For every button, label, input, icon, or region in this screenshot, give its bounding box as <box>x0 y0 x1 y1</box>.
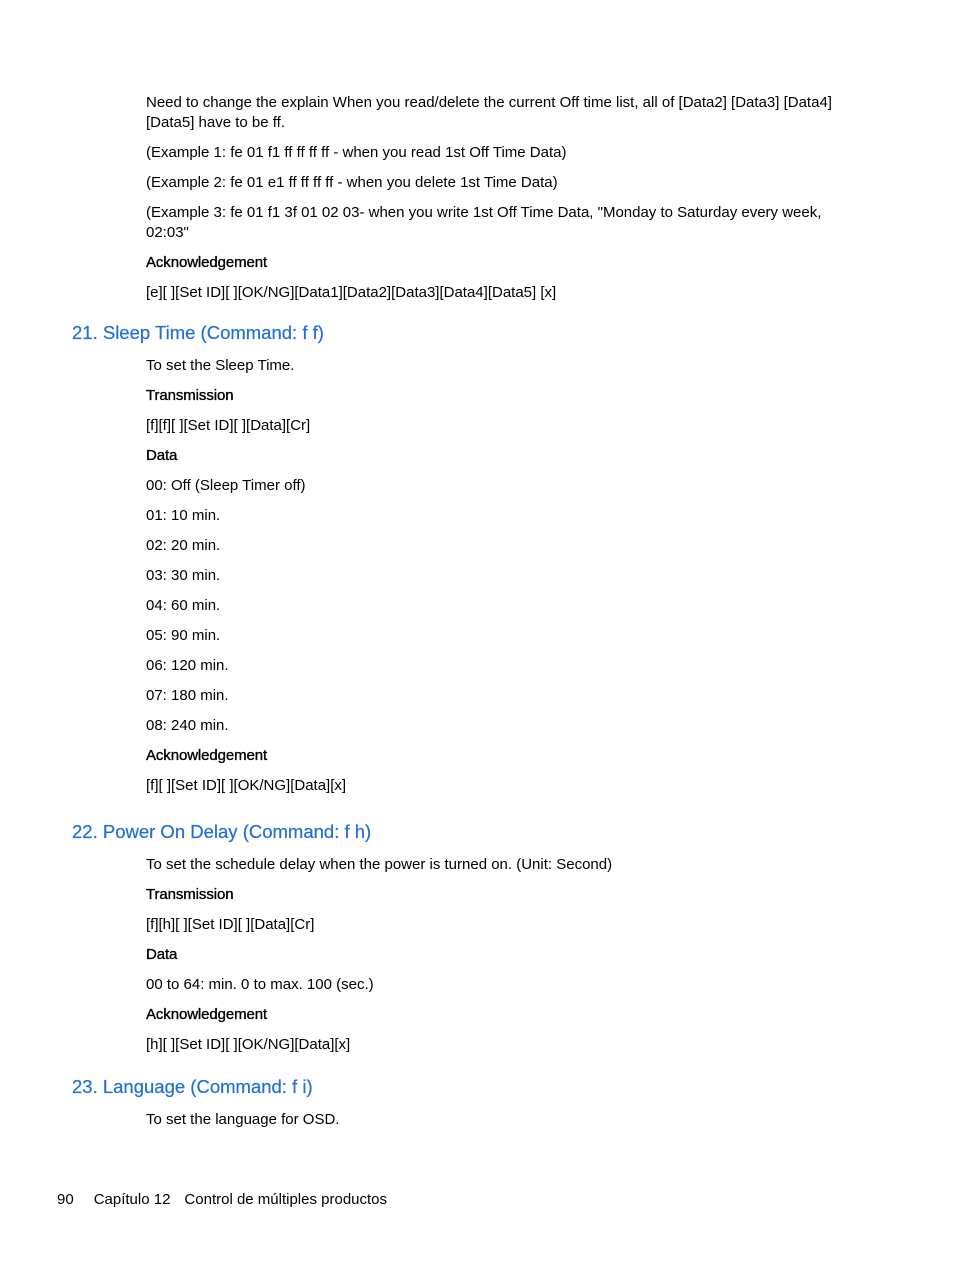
transmission-label: Transmission <box>146 387 234 404</box>
section-22-body <box>146 855 846 1065</box>
data-label: Data <box>146 447 178 464</box>
data-item: 04: 60 min. <box>146 597 221 614</box>
transmission-value: [f][f][ ][Set ID][ ][Data][Cr] <box>146 417 311 434</box>
example-1: (Example 1: fe 01 f1 ff ff ff ff - when you read 1st Off Time Data) <box>146 144 567 161</box>
section-23-description: To set the language for OSD. <box>146 1111 340 1128</box>
chapter-title: Control de múltiples productos <box>184 1191 388 1208</box>
page-number: 90 <box>57 1191 74 1208</box>
acknowledgement-label: Acknowledgement <box>146 747 268 764</box>
transmission-value: [f][h][ ][Set ID][ ][Data][Cr] <box>146 916 315 933</box>
section-23-heading: 23. Language (Command: f i) <box>72 1076 313 1097</box>
data-item: 03: 30 min. <box>146 567 221 584</box>
section-22-description: To set the schedule delay when the power is turned on. (Unit: Second) <box>146 856 613 873</box>
intro-paragraph: Need to change the explain When you read/delete the current Off time list, all of [Data2] [Data3] [Data4] [Data5] have to be ff. <box>146 94 832 131</box>
data-label: Data <box>146 946 178 963</box>
acknowledgement-value: [h][ ][Set ID][ ][OK/NG][Data][x] <box>146 1036 351 1053</box>
intro-block <box>146 93 846 313</box>
example-2: (Example 2: fe 01 e1 ff ff ff ff - when you delete 1st Time Data) <box>146 174 558 191</box>
data-item: 01: 10 min. <box>146 507 221 524</box>
transmission-label: Transmission <box>146 886 234 903</box>
data-item: 00: Off (Sleep Timer off) <box>146 477 306 494</box>
acknowledgement-label: Acknowledgement <box>146 254 268 271</box>
data-value: 00 to 64: min. 0 to max. 100 (sec.) <box>146 976 374 993</box>
acknowledgement-label: Acknowledgement <box>146 1006 268 1023</box>
section-22-heading: 22. Power On Delay (Command: f h) <box>72 821 372 842</box>
section-23-body <box>146 1110 846 1140</box>
example-3: (Example 3: fe 01 f1 3f 01 02 03- when you write 1st Off Time Data, "Monday to Saturday every week, 02:03" <box>146 204 822 241</box>
page-footer <box>57 1190 387 1210</box>
section-21-heading: 21. Sleep Time (Command: f f) <box>72 322 324 343</box>
data-item: 07: 180 min. <box>146 687 229 704</box>
chapter-label: Capítulo 12 <box>93 1191 171 1208</box>
section-21-body <box>146 356 846 806</box>
data-item: 02: 20 min. <box>146 537 221 554</box>
acknowledgement-value: [e][ ][Set ID][ ][OK/NG][Data1][Data2][Data3][Data4][Data5] [x] <box>146 284 557 301</box>
acknowledgement-value: [f][ ][Set ID][ ][OK/NG][Data][x] <box>146 777 347 794</box>
data-item: 08: 240 min. <box>146 717 229 734</box>
data-item: 05: 90 min. <box>146 627 221 644</box>
data-item: 06: 120 min. <box>146 657 229 674</box>
section-21-description: To set the Sleep Time. <box>146 357 295 374</box>
